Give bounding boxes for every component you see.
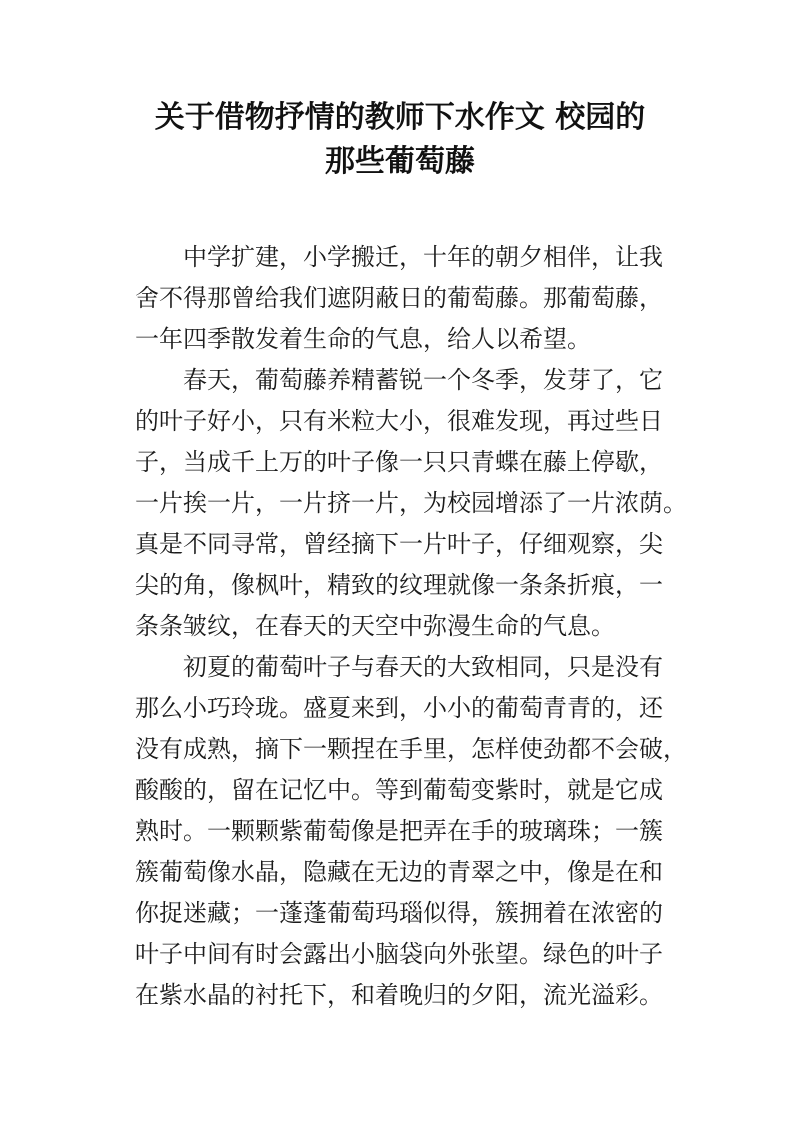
paragraph-line: 真是不同寻常，曾经摘下一片叶子，仔细观察，尖 <box>135 530 663 558</box>
paragraph-line: 没有成熟，摘下一颗捏在手里，怎样使劲都不会破， <box>135 735 687 763</box>
paragraph-1 <box>135 237 675 360</box>
paragraph-line: 子，当成千上万的叶子像一只只青蝶在藤上停歇， <box>135 448 663 476</box>
paragraph-line: 春天，葡萄藤养精蓄锐一个冬季，发芽了，它 <box>183 366 663 394</box>
document-body <box>135 237 687 1016</box>
paragraph-line: 你捉迷藏；一蓬蓬葡萄玛瑙似得，簇拥着在浓密的 <box>135 899 663 927</box>
paragraph-line: 一片挨一片，一片挤一片，为校园增添了一片浓荫。 <box>135 489 687 517</box>
paragraph-line: 尖的角，像枫叶，精致的纹理就像一条条折痕，一 <box>135 571 663 599</box>
title-line-1: 关于借物抒情的教师下水作文 校园的 <box>154 100 646 135</box>
page-title <box>100 96 700 184</box>
paragraph-line: 舍不得那曾给我们遮阴蔽日的葡萄藤。那葡萄藤， <box>135 284 663 312</box>
paragraph-line: 酸酸的，留在记忆中。等到葡萄变紫时，就是它成 <box>135 776 663 804</box>
paragraph-line: 条条皱纹，在春天的天空中弥漫生命的气息。 <box>135 612 615 640</box>
paragraph-line: 中学扩建，小学搬迁，十年的朝夕相伴，让我 <box>183 243 663 271</box>
paragraph-line: 的叶子好小，只有米粒大小，很难发现，再过些日 <box>135 407 663 435</box>
paragraph-line: 簇葡萄像水晶，隐藏在无边的青翠之中，像是在和 <box>135 858 663 886</box>
paragraph-3 <box>135 647 687 1016</box>
paragraph-line: 初夏的葡萄叶子与春天的大致相同，只是没有 <box>183 653 663 681</box>
paragraph-2 <box>135 360 687 647</box>
paragraph-line: 一年四季散发着生命的气息，给人以希望。 <box>135 325 591 353</box>
paragraph-line: 在紫水晶的衬托下，和着晚归的夕阳，流光溢彩。 <box>135 981 663 1009</box>
paragraph-line: 叶子中间有时会露出小脑袋向外张望。绿色的叶子 <box>135 940 663 968</box>
paragraph-line: 熟时。一颗颗紫葡萄像是把弄在手的玻璃珠；一簇 <box>135 817 663 845</box>
title-line-2: 那些葡萄藤 <box>325 144 475 179</box>
paragraph-line: 那么小巧玲珑。盛夏来到，小小的葡萄青青的，还 <box>135 694 663 722</box>
